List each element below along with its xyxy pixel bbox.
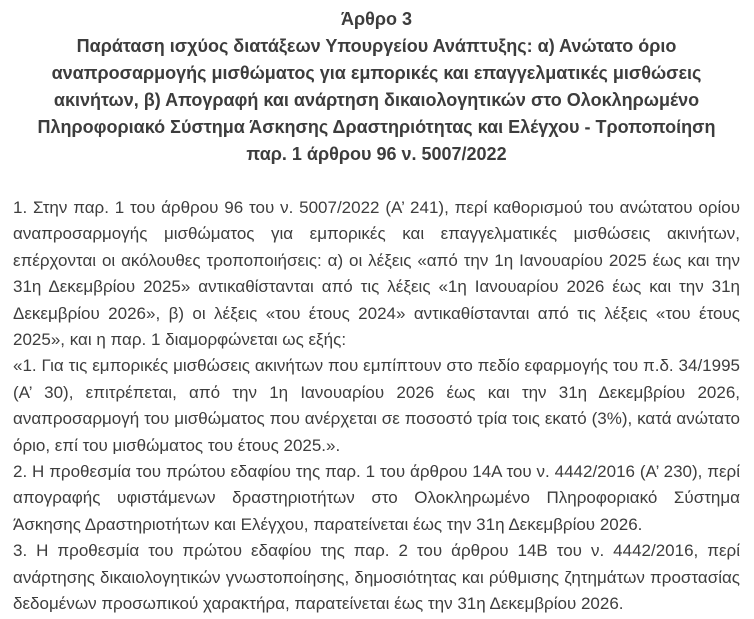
article-heading bbox=[13, 6, 740, 168]
article-number: Άρθρο 3 bbox=[340, 9, 412, 29]
article-subtitle: Παράταση ισχύος διατάξεων Υπουργείου Ανάπτυξης: α) Ανώτατο όριο αναπροσαρμογής μισθώματος για εμπορικές και επαγγελματικές μισθώσεις ακινήτων, β) Απογραφή και ανάρτηση δικαιολογητικών στο Ολοκληρωμένο Πληροφοριακό Σύστημα Άσκησης Δραστηριότητας και Ελέγχου - Τροποποίηση παρ. 1 άρθρου 96 ν. 5007/2022 bbox=[37, 36, 716, 164]
paragraph-3: 2. Η προθεσμία του πρώτου εδαφίου της παρ. 1 του άρθρου 14Α του ν. 4442/2016 (Α’ 230), περί απογραφής υφιστάμενων δραστηριοτήτων στο Ολοκληρωμένο Πληροφοριακό Σύστημα Άσκησης Δραστηριοτήτων και Ελέγχου, παρατείνεται έως την 31η Δεκεμβρίου 2026. bbox=[13, 462, 740, 534]
paragraph-2: «1. Για τις εμπορικές μισθώσεις ακινήτων που εμπίπτουν στο πεδίο εφαρμογής του π.δ. 34/1995 (Α’ 30), επιτρέπεται, από την 1η Ιανουαρίου 2026 έως και την 31η Δεκεμβρίου 2026, αναπροσαρμογή του μισθώματος που ανέρχεται σε ποσοστό τρία τοις εκατό (3%), κατά ανώτατο όριο, επί του μισθώματος του έτους 2025.». bbox=[13, 356, 740, 455]
paragraph-4: 3. Η προθεσμία του πρώτου εδαφίου της παρ. 2 του άρθρου 14Β του ν. 4442/2016, περί ανάρτησης δικαιολογητικών γνωστοποίησης, δημοσιότητας και ρύθμισης ζητημάτων προστασίας δεδομένων προσωπικού χαρακτήρα, παρατείνεται έως την 31η Δεκεμβρίου 2026. bbox=[13, 541, 740, 614]
paragraph-1: 1. Στην παρ. 1 του άρθρου 96 του ν. 5007/2022 (Α’ 241), περί καθορισμού του ανώτατου ορίου αναπροσαρμογής μισθώματος για εμπορικές και επαγγελματικές μισθώσεις ακινήτων, επέρχονται οι ακόλουθες τροποποιήσεις: α) οι λέξεις «από την 1η Ιανουαρίου 2025 έως και την 31η Δεκεμβρίου 2025» αντικαθίστανται από τις λέξεις «1η Ιανουαρίου 2026 έως και την 31η Δεκεμβρίου 2026», β) οι λέξεις «του έτους 2024» αντικαθίστανται από τις λέξεις «του έτους 2025», και η παρ. 1 διαμορφώνεται ως εξής: bbox=[13, 198, 740, 350]
article-body bbox=[13, 195, 740, 618]
